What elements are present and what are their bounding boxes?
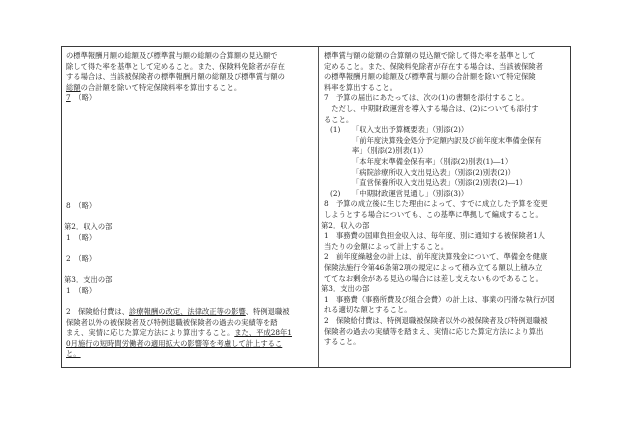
right-sub-1-line-4: 「本年度末準備金保有率」（別添(2)別表(1)―1） <box>352 157 513 166</box>
left-item-7-text: （略） <box>77 93 97 103</box>
right-section-2-item-2-line-1: 2 前年度繰越金の計上は、前年度決算残金について、準備金を健康 <box>324 252 548 262</box>
right-item-7-line-1: 7 予算の届出にあたっては、次の(1)の書類を添付すること。 <box>324 93 529 103</box>
left-section-2-item-1: 1 （略） <box>66 233 97 242</box>
right-section-2-item-1-line-2: 当たりの金額によって計上すること。 <box>324 241 449 251</box>
right-sub-1-line-6: 「直営保養所収入支出見込表」（別添(2)別表(2)―1） <box>352 178 527 188</box>
right-section-3-item-2-line-3: すること。 <box>324 337 361 347</box>
left-section-3-item-2-line-5 <box>66 349 81 360</box>
left-section-3-item-2-line-4 <box>66 339 282 350</box>
right-sub-2-text: 「中期財政運営見通し」（別添(3)） <box>352 188 469 198</box>
left-section-2-title: 第2．収入の部 <box>64 222 113 231</box>
left-section-3-item-2-line-1 <box>66 307 290 318</box>
right-sub-1-line-2: 「前年度決算残金処分予定額内訳及び前年度末準備金保有 <box>352 135 542 145</box>
right-p1-line-2: 定めること。また、保険料免除者が存在する場合は、当該被保険者 <box>324 61 543 71</box>
right-section-3-item-1-line-2: れる適切な額とすること。 <box>324 305 412 315</box>
left-p1-underlined: 総額 <box>66 82 81 92</box>
left-section-3-item-2-line-3 <box>66 328 292 339</box>
left-section-3-item-1: 1 （略） <box>66 286 97 295</box>
left-section-3-title: 第3．支出の部 <box>64 275 113 284</box>
right-sub-1-line-1: 「収入支出予算概要表」（別添(2)） <box>352 125 469 135</box>
left-p1-line-4 <box>66 83 241 94</box>
right-section-3-item-2-line-2: 保険者の過去の実績等を踏まえ、実情に応じた算定方法により算出 <box>324 326 544 336</box>
right-section-2-item-1-line-1: 1 事務費の国庫負担金収入は、毎年度、別に通知する被保険者1人 <box>324 231 545 241</box>
left-p1-line-3: する場合は、当該被保険者の標準報酬月額の総額及び標準賞与額の <box>66 72 285 82</box>
right-item-7-line-3: ること。 <box>324 114 354 124</box>
right-sub-1-line-5: 「病院診療所収入支出見込表」（別添(2)別表(2)） <box>352 167 515 177</box>
left-p1-line-2: 除して得た率を基準として定めること。また、保険料免除者が存在 <box>66 61 285 71</box>
right-p1-line-1: 標準賞与額の総額の合算額の見込額で除して得た率を基準として <box>324 51 536 60</box>
right-sub-1-number: (1) <box>330 125 341 135</box>
left-item-7-number: 7 <box>66 93 71 103</box>
left-section-3-item-2-line-2: 保険者以外の被保険者及び特例退職被保険者の過去の実績等を踏 <box>66 317 278 327</box>
right-item-8-line-2: しようとする場合についても、この基準に準拠して編成すること。 <box>324 210 543 219</box>
left-s3i2-underlined-2: また、平成28年1 <box>234 328 292 338</box>
comparison-table <box>61 46 571 368</box>
right-p1-line-4: 料率を算出すること。 <box>324 82 397 92</box>
right-section-2-item-2-line-3: ててなお剰余がある見込の場合には差し支えないものであること。 <box>324 273 543 283</box>
column-divider <box>318 47 319 367</box>
right-section-3-item-2-line-1: 2 保険給付費は、特例退職被保険者以外の被保険者及び特例退職被 <box>324 316 548 325</box>
left-s3i2-post: 、特例退職被 <box>245 307 290 316</box>
left-section-2-item-2: 2 （略） <box>66 254 97 263</box>
right-item-8-line-1: 8 予算の成立後に生じた理由によって、すでに成立した予算を変更 <box>324 199 548 209</box>
left-s3i2-underlined-4: と。 <box>66 349 81 359</box>
right-sub-1-line-3: 率」（別添(2)別表(1)） <box>352 146 428 156</box>
left-s3i2-line-3-text: まえ、実情に応じた算定方法により算出すること。 <box>66 328 235 338</box>
left-item-8: 8 （略） <box>66 201 97 210</box>
right-section-2-title: 第2．収入の部 <box>321 220 370 230</box>
right-sub-2-number: (2) <box>330 188 341 198</box>
left-s3i2-underlined-3: 0月施行の短時間労働者の適用拡大の影響等を考慮して計上するこ <box>66 338 283 348</box>
left-s3i2-pre: 2 保険給付費は、 <box>66 307 130 316</box>
left-p1-rest: の合計額を除いて特定保険料率を算出すること。 <box>80 82 242 92</box>
left-item-7 <box>66 93 96 104</box>
left-p1-line-1: の標準報酬月額の総額及び標準賞与額の総額の合算額の見込額で <box>66 51 278 60</box>
right-section-2-item-2-line-2: 保険法施行令第46条第2項の規定によって積み立てる額以上積み立 <box>324 263 543 272</box>
right-section-3-title: 第3．支出の部 <box>321 284 370 294</box>
right-p1-line-3: の標準報酬月額の総額及び標準賞与額の合計額を除いて特定保険 <box>324 72 536 82</box>
right-item-7-line-2: ただし、中期財政運営を導入する場合は、(2)についても添付す <box>324 104 539 113</box>
left-s3i2-underlined-1: 診療報酬の改定、法律改正等の影響 <box>129 307 246 316</box>
right-section-3-item-1-line-1: 1 事務費（事務所費及び組合会費）の計上は、事業の円滑な執行が図 <box>324 294 555 304</box>
